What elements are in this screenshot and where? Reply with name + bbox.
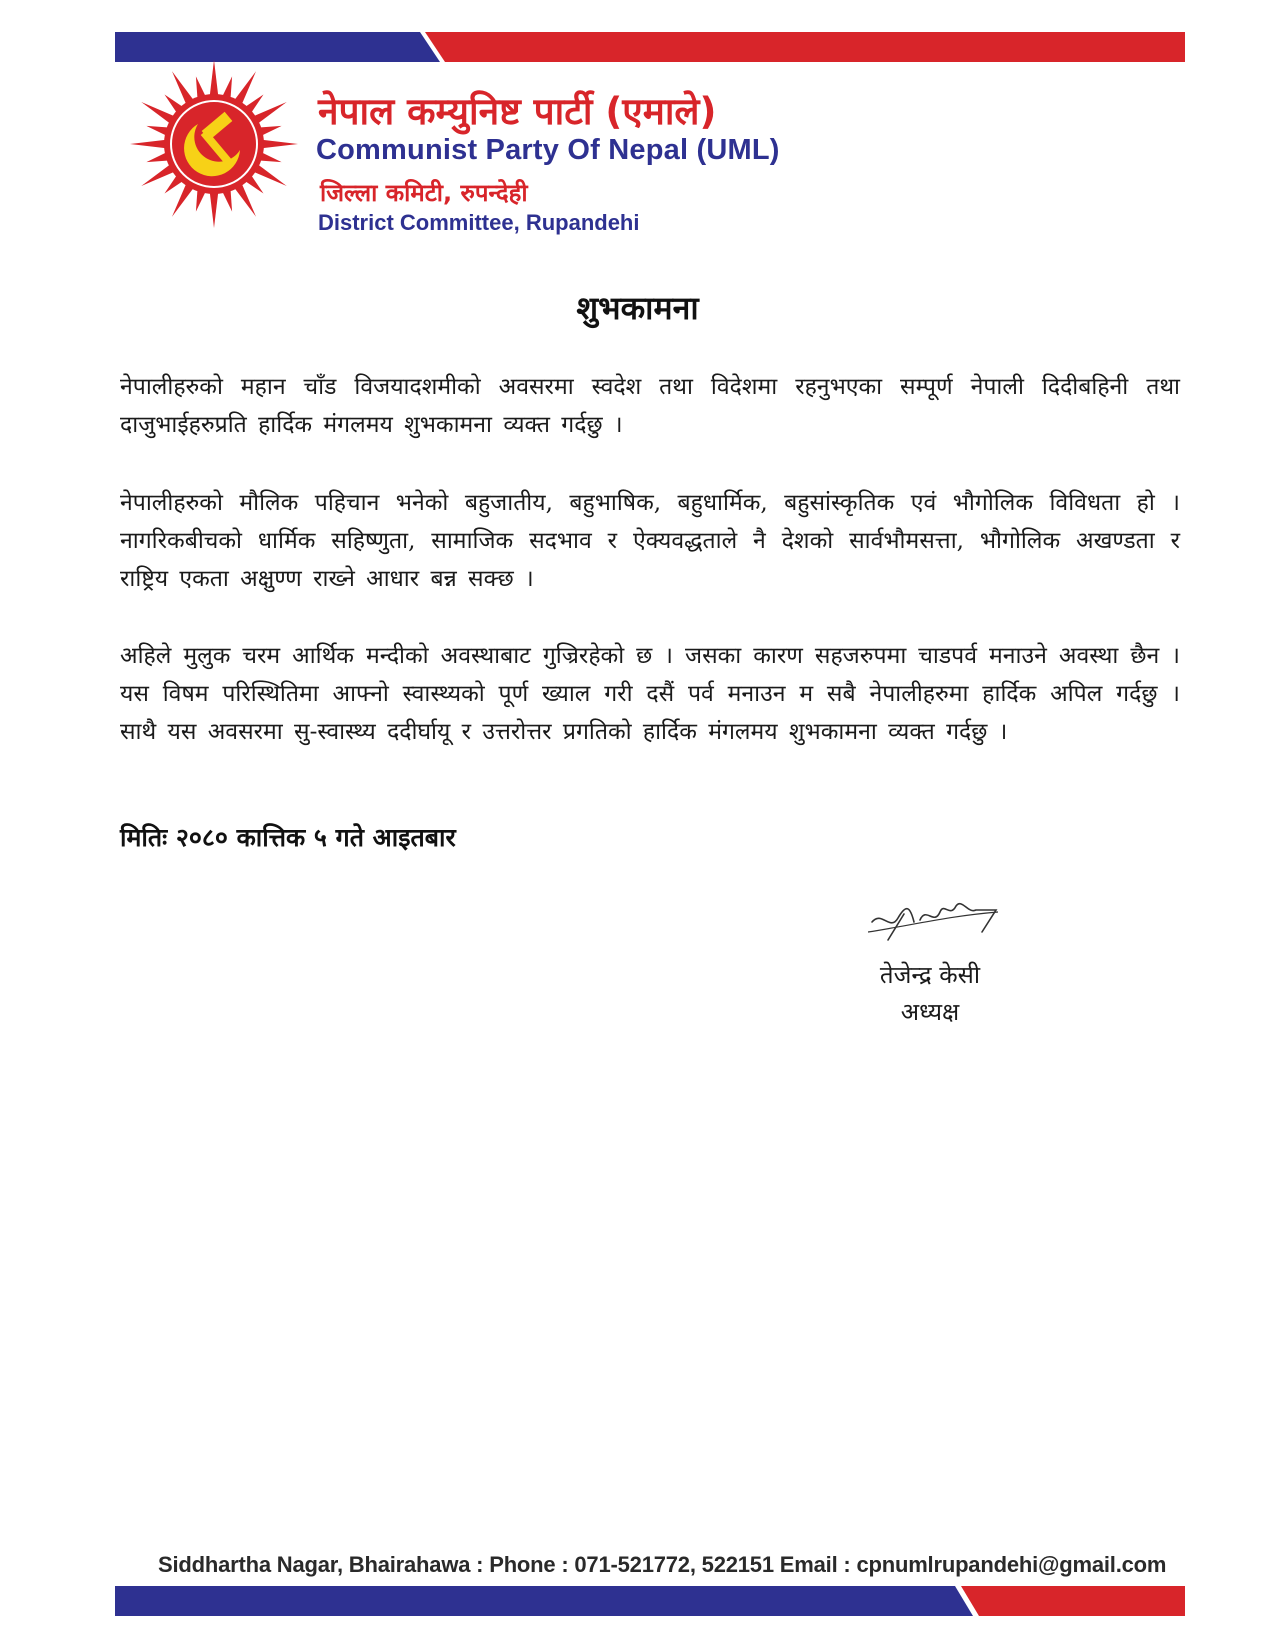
committee-name-english: District Committee, Rupandehi [318, 210, 640, 235]
committee-name-nepali: जिल्ला कमिटी, रुपन्देही [320, 179, 528, 207]
party-name-nepali: नेपाल कम्युनिष्ट पार्टी (एमाले) [318, 90, 717, 133]
signatory-title: अध्यक्ष [900, 998, 960, 1026]
footer-color-band [115, 1586, 1185, 1616]
signatory-name: तेजेन्द्र केसी [879, 961, 981, 989]
document-title: शुभकामना [576, 289, 699, 327]
handwritten-signature [868, 892, 1008, 947]
footer-contact: Siddhartha Nagar, Bhairahawa : Phone : 071-521772, 522151 Email : cpnumlrupandehi@gmail.com [158, 1552, 1167, 1577]
document-date: मितिः २०८० कात्तिक ५ गते आइतबार [120, 823, 456, 852]
party-name-english: Communist Party Of Nepal (UML) [316, 134, 780, 166]
party-logo-icon [128, 58, 300, 230]
paragraph-2: नेपालीहरुको मौलिक पहिचान भनेको बहुजातीय, बहुभाषिक, बहुधार्मिक, बहुसांस्कृतिक एवं भौगोलिक विविधता हो । नागरिकबीचको धार्मिक सहिष्णुता, सामाजिक सदभाव र ऐक्यवद्धताले नै देशको सार्वभौमसत्ता, भौगोलिक अखण्डता र राष्ट्रिय एकता अक्षुण्ण राख्ने आधार बन्न सक्छ । [120, 490, 1180, 592]
paragraph-1: नेपालीहरुको महान चाँड विजयादशमीको अवसरमा स्वदेश तथा विदेशमा रहनुभएका सम्पूर्ण नेपाली दिदीबहिनी तथा दाजुभाईहरुप्रति हार्दिक मंगलमय शुभकामना व्यक्त गर्दछु । [120, 374, 1180, 438]
paragraph-3: अहिले मुलुक चरम आर्थिक मन्दीको अवस्थाबाट गुज्रिरहेको छ । जसका कारण सहजरुपमा चाडपर्व मनाउने अवस्था छैन । यस विषम परिस्थितिमा आफ्नो स्वास्थ्यको पूर्ण ख्याल गरी दसैं पर्व मनाउन म सबै नेपालीहरुमा हार्दिक अपिल गर्दछु । साथै यस अवसरमा सु-स्वास्थ्य ददीर्घायू र उत्तरोत्तर प्रगतिको हार्दिक मंगलमय शुभकामना व्यक्त गर्दछु । [120, 643, 1180, 745]
